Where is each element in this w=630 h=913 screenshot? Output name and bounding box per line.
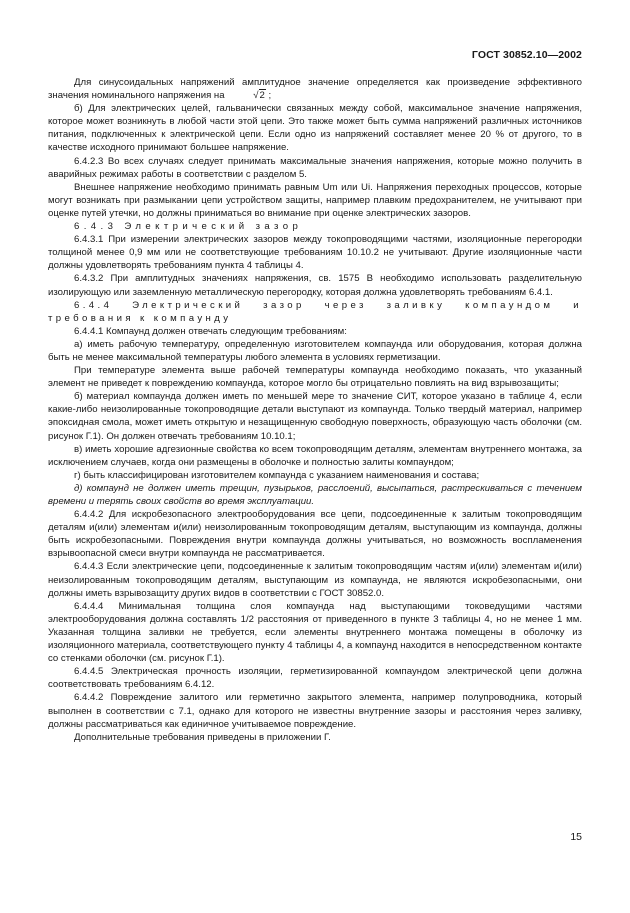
paragraph: При температуре элемента выше рабочей температуры компаунда необходимо показать, что указанный элемент не приведет к повреждению компаунда, которое могло бы отрицательно повлиять на вид взрывозащиты; xyxy=(48,365,582,390)
paragraph: 6.4.4.2 Повреждение залитого или герметично закрытого элемента, например полупроводника, который выполнен в соответствии с 7.1, однако для которого не известны внутренние зазоры и расстояния через заливку, должны рассматриваться как единичное учитываемое повреждение. xyxy=(48,692,582,730)
list-item: г) быть классифицирован изготовителем компаунда с указанием наименования и состава; xyxy=(74,469,480,481)
paragraph: 6.4.4.1 Компаунд должен отвечать следующим требованиям: xyxy=(74,325,347,337)
paragraph: 6.4.3.2 При амплитудных значениях напряжения, св. 1575 В необходимо использовать разделительную изолирующую или заземленную металлическую перегородку, которая должна удовлетворять требованиям 6.4.1. xyxy=(48,273,582,298)
paragraph: Для синусоидальных напряжений амплитудное значение определяется как произведение эффективного значения номинального напряжения на √2 ; xyxy=(48,77,582,102)
document-header xyxy=(472,49,582,61)
list-item: а) иметь рабочую температуру, определенную изготовителем компаунда или оборудования, которая должна быть не менее максимальной температуры любого элемента в условиях герметизации. xyxy=(48,338,582,363)
paragraph: б) Для электрических целей, гальванически связанных между собой, максимальное значение напряжения, которое может возникнуть в любой части этой цепи. Это также может быть сумма напряжений различных источников питания, подключенных к электрической цепи. Если одно из напряжений составляет менее 20 % от другого, то в качестве исходного принимают большее напряжение. xyxy=(48,103,582,154)
standard-code: ГОСТ 30852.10—2002 xyxy=(471,49,582,61)
list-item: б) материал компаунда должен иметь по меньшей мере то значение СИТ, которое указано в таблице 4, если какие-либо неизолированные токопроводящие детали выступают из компаунда. Только твердый материал, например эпоксидная смола, может иметь открытую и незащищенную свободную поверхность, образующую часть оболочки (см. рисунок Г.1). Он должен отвечать требованиям 10.10.1; xyxy=(48,391,582,442)
paragraph: 6.4.4.2 Для искробезопасного электрооборудования все цепи, подсоединенные к залитым токопроводящим деталям и(или) элементам и(или) неизолированным токопроводящим деталям, выступающим из компаунда, должны быть искробезопасными. Повреждения внутри компаунда должны учитываться, но возможность воспламенения взрывоопасной смеси внутри компаунда не рассматривается. xyxy=(48,509,582,560)
paragraph: Внешнее напряжение необходимо принимать равным Um или Ui. Напряжения переходных процессов, которые могут возникать при размыкании цепи устройством защиты, например плавким предохранителем, не учитывают при оценке путей утечки, но должны приниматься во внимание при оценке электрических зазоров. xyxy=(48,181,582,219)
paragraph: 6.4.3.1 При измерении электрических зазоров между токопроводящими частями, изоляционные перегородки толщиной менее 0,9 мм или не соответствующие требованиям 10.10.2 не учитывают. Другие изоляционные части должны удовлетворять требованиям пункта 4 таблицы 4. xyxy=(48,234,582,272)
list-item: в) иметь хорошие адгезионные свойства ко всем токопроводящим деталям, элементам внутреннего монтажа, за исключением случаев, когда они размещены в оболочке и полностью залиты компаундом; xyxy=(48,443,582,468)
section-heading: 6.4.4 Электрический зазор через заливку компаундом и требования к компаунду xyxy=(48,299,582,324)
paragraph: Дополнительные требования приведены в приложении Г. xyxy=(74,731,331,743)
sqrt-expression: √2 xyxy=(253,90,265,102)
page-number: 15 xyxy=(570,831,582,843)
paragraph: 6.4.4.3 Если электрические цепи, подсоединенные к залитым токопроводящим частям и(или) элементам и(или) неизолированным токопроводящим деталям, выступающим из компаунда, не являются искробезопасными, они должны иметь взрывозащиту других видов в соответствии с ГОСТ 30852.0. xyxy=(48,561,582,599)
list-item: д) компаунд не должен иметь трещин, пузырьков, расслоений, высыпаться, растрескиваться с течением времени и терять своих свойств во время эксплуатации. xyxy=(48,482,582,507)
document-body xyxy=(48,76,582,744)
paragraph: 6.4.4.4 Минимальная толщина слоя компаунда над выступающими токоведущими частями электрооборудования должна составлять 1/2 расстояния от приведенного в пункте 3 таблицы 4, но не менее 1 мм. Указанная толщина заливки не требуется, если элементы внутреннего монтажа помещены в оболочку из изоляционного материала, соответствующего пункту 4 таблицы 4, а компаунд находится в непосредственном контакте со стенками оболочки (см. рисунок Г.1). xyxy=(48,600,582,665)
section-heading: 6.4.3 Электрический зазор xyxy=(74,221,303,233)
paragraph: 6.4.4.5 Электрическая прочность изоляции, герметизированной компаундом электрической цепи должна соответствовать требованиям 6.4.12. xyxy=(48,666,582,691)
paragraph: 6.4.2.3 Во всех случаях следует принимать максимальные значения напряжения, которые можно получить в аварийных режимах работы в соответствии с разделом 5. xyxy=(48,155,582,180)
